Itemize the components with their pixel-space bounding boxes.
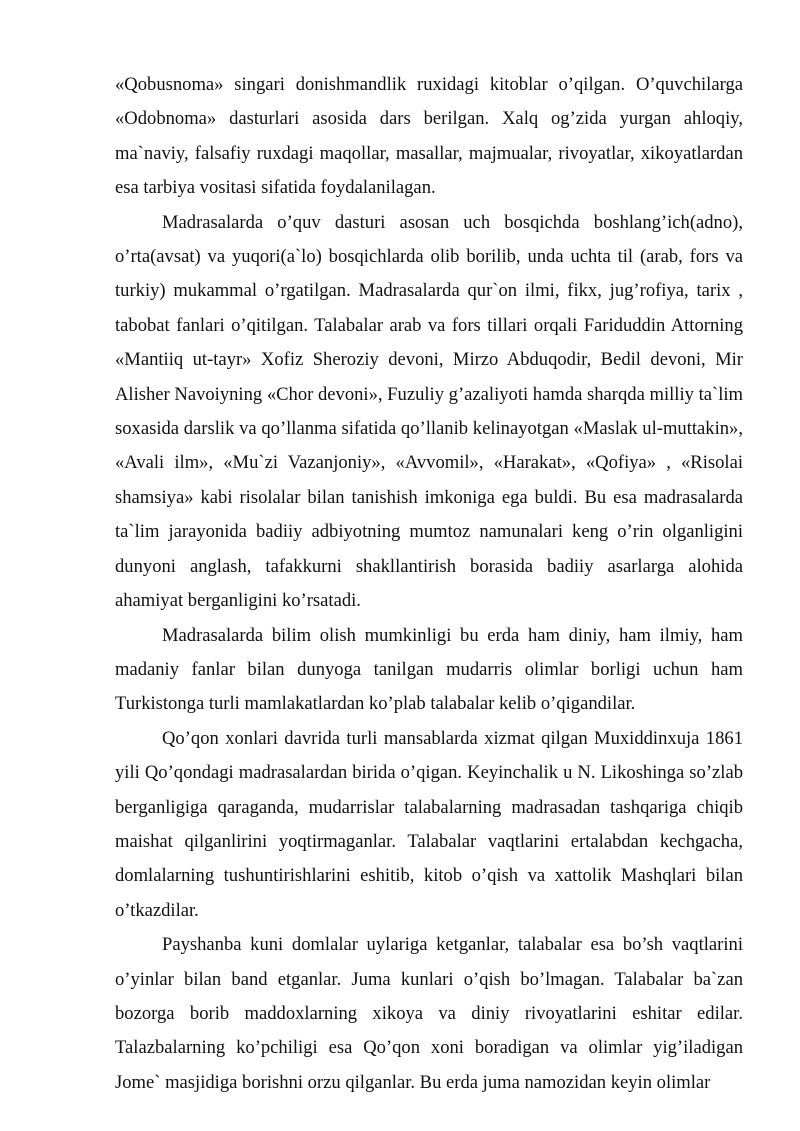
paragraph-1: «Qobusnoma» singari donishmandlik ruxidagi kitoblar o’qilgan. O’quvchilarga «Odobnoma» dasturlari asosida dars berilgan. Xalq og’zida yurgan ahloqiy, ma`naviy, falsafiy ruxdagi maqollar, masallar, majmualar, rivoyatlar, xikoyatlardan esa tarbiya vositasi sifatida foydalanilagan. (115, 74, 743, 199)
paragraph-3: Madrasalarda bilim olish mumkinligi bu erda ham diniy, ham ilmiy, ham madaniy fanlar bilan dunyoga tanilgan mudarris olimlar borligi uchun ham Turkistonga turli mamlakatlardan ko’plab talabalar kelib o’qigandilar. (115, 624, 743, 715)
paragraph-4: Qo’qon xonlari davrida turli mansablarda xizmat qilgan Muxiddinxuja 1861 yili Qo’qondagi madrasalardan birida o’qigan. Keyinchalik u N. Likoshinga so’zlab berganligiga qaraganda, mudarrislar talabalarning madrasadan tashqariga chiqib maishat qilganlirini yoqtirmaganlar. Talabalar vaqtlarini ertalabdan kechgacha, domlalarning tushuntirishlarini eshitib, kitob o’qish va xattolik Mashqlari bilan o’tkazdilar. (115, 727, 743, 921)
document-page (115, 68, 743, 1100)
paragraph-2: Madrasalarda o’quv dasturi asosan uch bosqichda boshlang’ich(adno), o’rta(avsat) va yuqori(a`lo) bosqichlarda olib borilib, unda uchta til (arab, fors va turkiy) mukammal o’rgatilgan. Madrasalarda qur`on ilmi, fikx, jug’rofiya, tarix , tabobat fanlari o’qitilgan. Talabalar arab va fors tillari orqali Fariduddin Attorning «Mantiiq ut-tayr» Xofiz Sheroziy devoni, Mirzo Abduqodir, Bedil devoni, Mir Alisher Navoiyning «Chor devoni», Fuzuliy g’azaliyoti hamda sharqda milliy ta`lim soxasida darslik va qo’llanma sifatida qo’llanib kelinayotgan «Maslak ul-muttakin», «Avali ilm», «Mu`zi Vazanjoniy», «Avvomil», «Harakat», «Qofiya» , «Risolai shamsiya» kabi risolalar bilan tanishish imkoniga ega buldi. Bu esa madrasalarda ta`lim jarayonida badiiy adbiyotning mumtoz namunalari keng o’rin olganligini dunyoni anglash, tafakkurni shakllantirish borasida badiiy asarlarga alohida ahamiyat berganligini ko’rsatadi. (115, 211, 743, 612)
paragraph-5: Payshanba kuni domlalar uylariga ketganlar, talabalar esa bo’sh vaqtlarini o’yinlar bilan band etganlar. Juma kunlari o’qish bo’lmagan. Talabalar ba`zan bozorga borib maddoxlarning xikoya va diniy rivoyatlarini eshitar edilar. Talazbalarning ko’pchiligi esa Qo’qon xoni boradigan va olimlar yig’iladigan Jome` masjidiga borishni orzu qilganlar. Bu erda juma namozidan keyin olimlar (115, 934, 743, 1093)
